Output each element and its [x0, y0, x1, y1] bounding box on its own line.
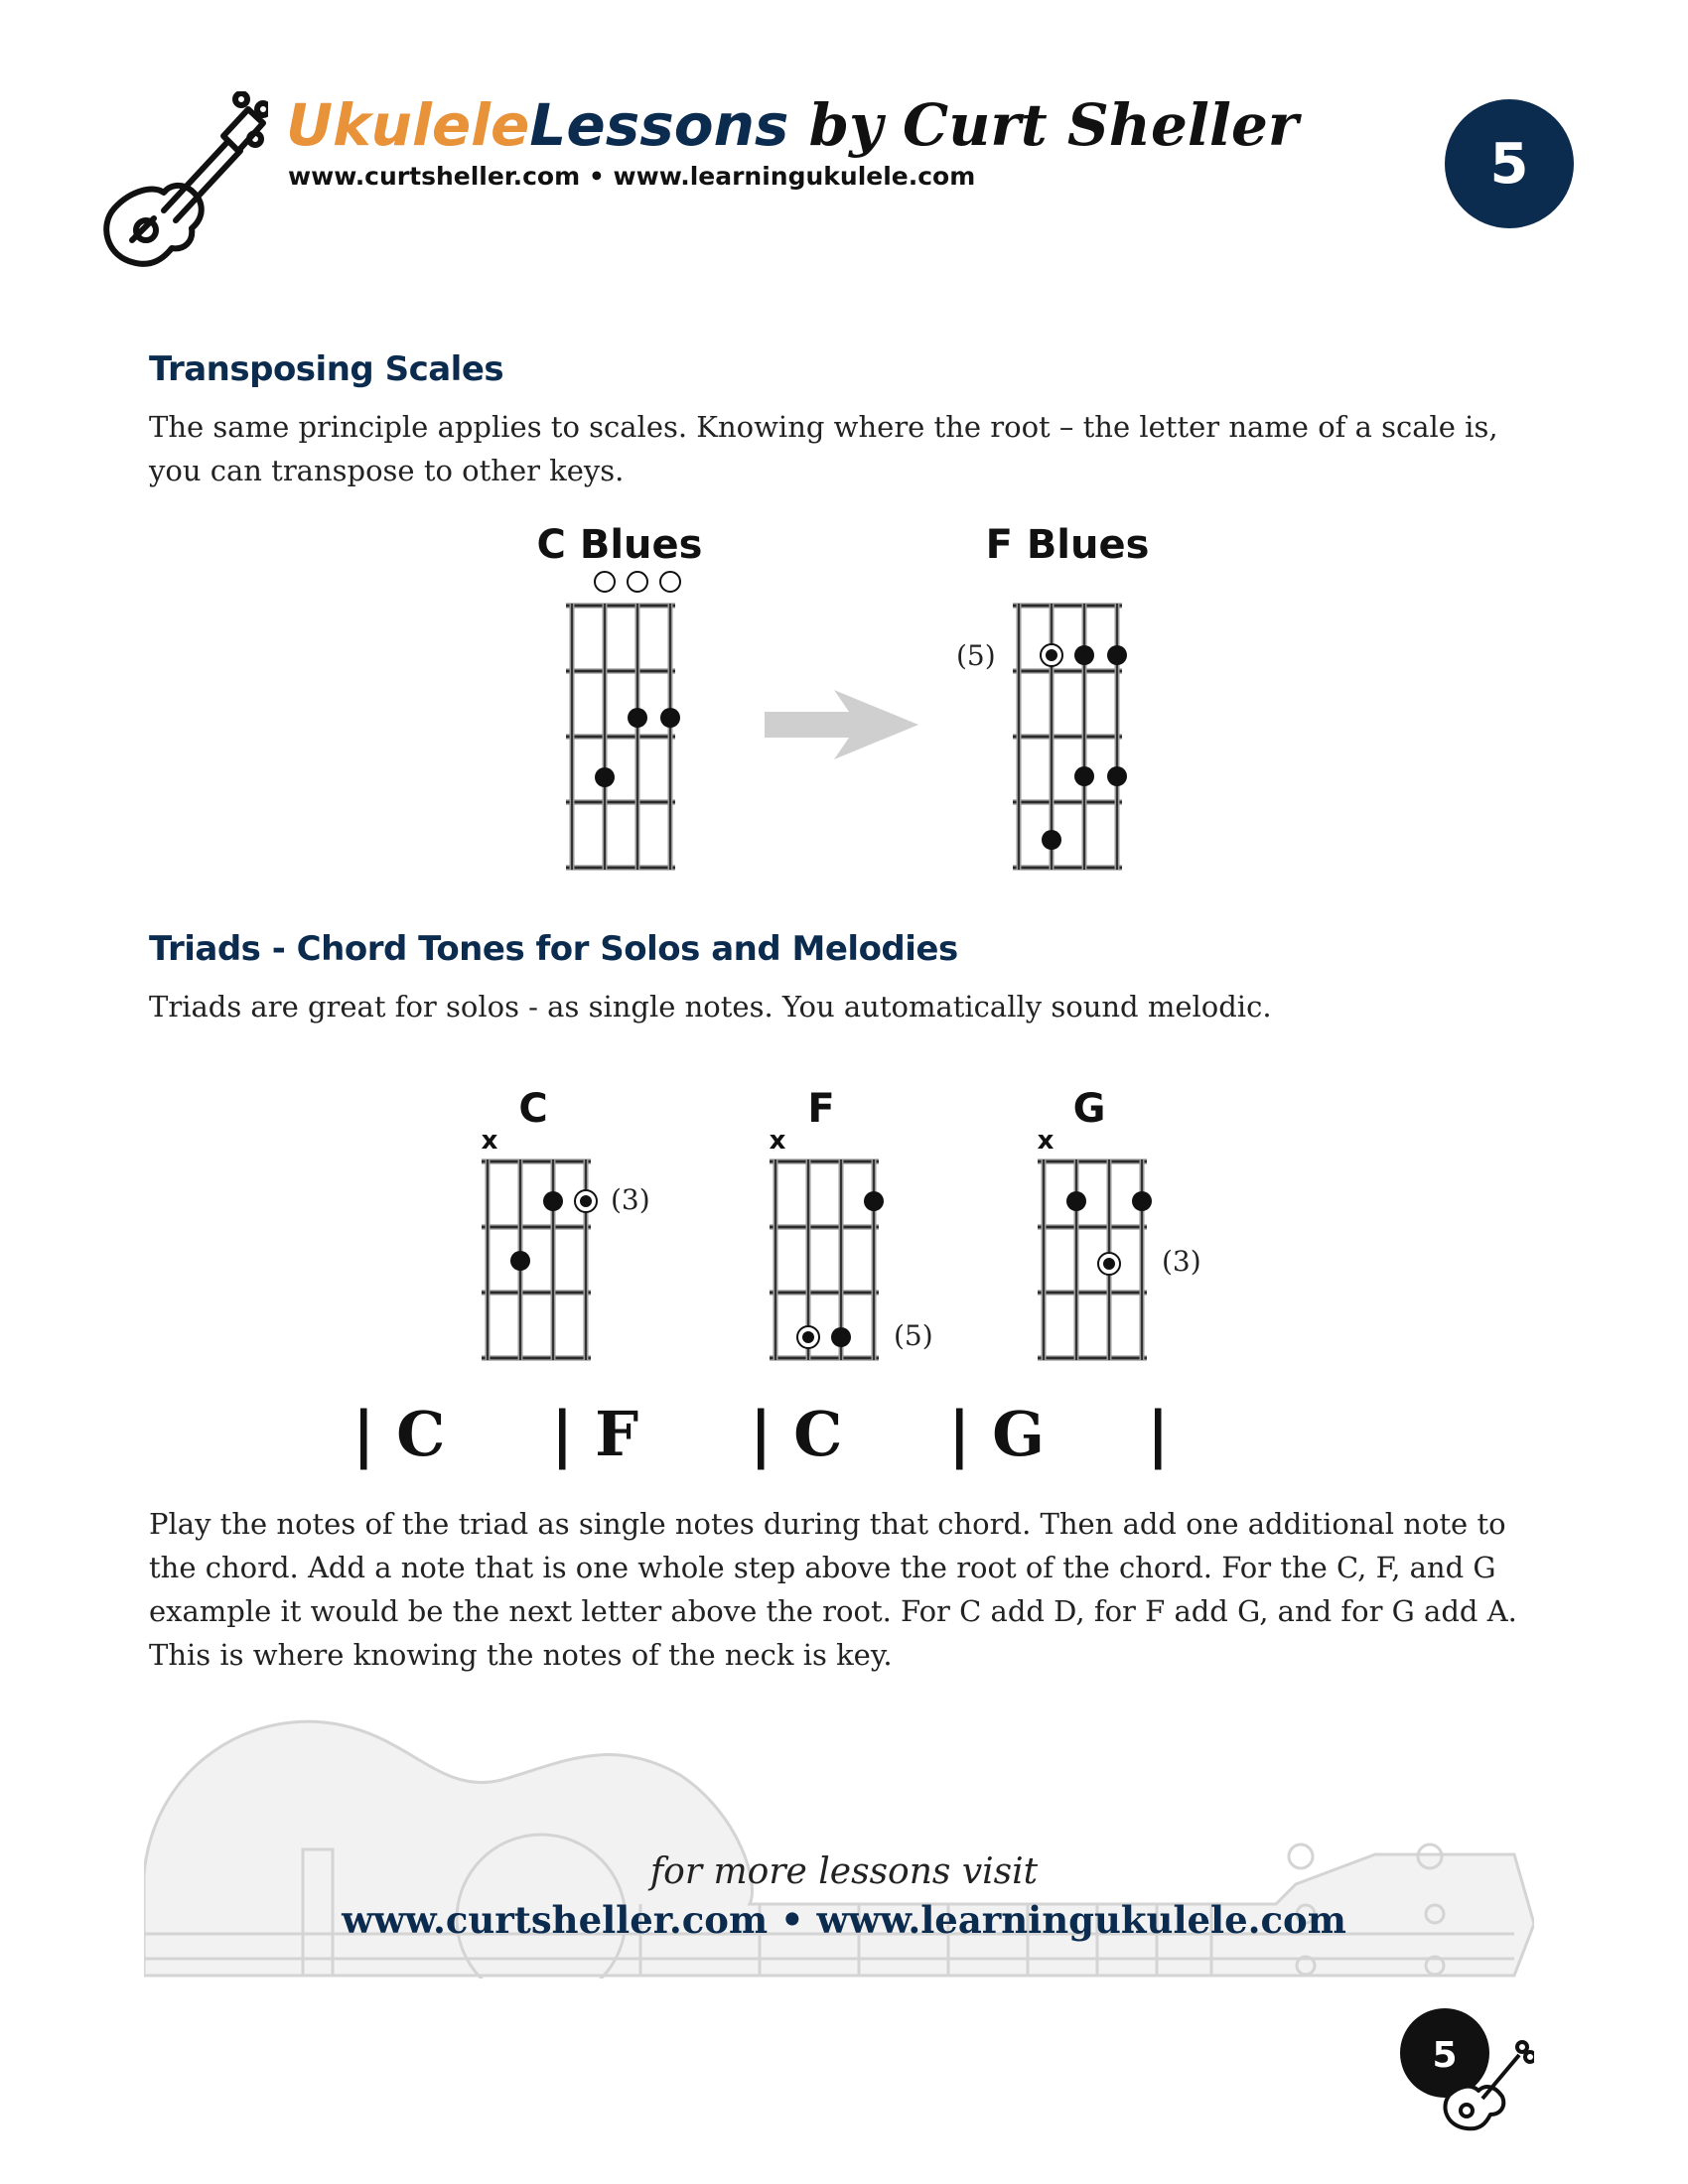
progression-bar: | C [750, 1398, 843, 1470]
section-paragraph-transposing: The same principle applies to scales. Knowing where the root – the letter name of a scale is, you can transpose to other keys. [149, 410, 1498, 487]
brand-ukulele: Ukulele [286, 91, 530, 159]
fretboard [770, 1161, 879, 1358]
fretboard [482, 1161, 591, 1358]
mute-mark: x [481, 1126, 498, 1156]
open-string-marker [660, 572, 680, 592]
section-paragraph-triad-notes: Play the notes of the triad as single notes during that chord. Then add one additional note to the chord. Add a note that is one whole step above the root of the chord. For the C, F, and G example it would be the next letter above the root. For C add D, for F add G, and for G add A. This is where knowing the notes of the neck is key. [149, 1507, 1517, 1672]
footer-visit-text: for more lessons visit [649, 1851, 1039, 1892]
note-dot [628, 708, 647, 728]
brand-byline: by Curt Sheller [788, 91, 1299, 159]
note-dot [595, 767, 615, 787]
position-label: (5) [956, 639, 996, 672]
section-heading-transposing: Transposing Scales [149, 349, 504, 389]
f-chord-title: F [807, 1086, 835, 1132]
f-blues-title: F Blues [985, 522, 1150, 568]
page-number-badge: 5 [1445, 99, 1574, 228]
c-chord-title: C [518, 1086, 548, 1132]
g-chord-title: G [1072, 1086, 1106, 1132]
note-dot [1066, 1191, 1086, 1211]
note-dot [1132, 1191, 1152, 1211]
note-dot [510, 1251, 530, 1271]
c-chord-diagram [467, 1082, 685, 1380]
section-paragraph-triads: Triads are great for solos - as single notes. You automatically sound melodic. [149, 990, 1272, 1024]
note-dot [1107, 645, 1127, 665]
footer-urls[interactable]: www.curtsheller.com • www.learningukulele.com [342, 1898, 1346, 1942]
progression-bar: | C [352, 1398, 446, 1470]
footer-page-badge [1395, 1995, 1534, 2134]
open-string-marker [595, 572, 615, 592]
note-dot [1042, 830, 1061, 850]
c-blues-diagram [536, 516, 735, 884]
note-dot [831, 1327, 851, 1347]
chord-progression [352, 1398, 1216, 1477]
position-label: (5) [894, 1319, 933, 1352]
f-blues-diagram [943, 516, 1162, 884]
open-string-marker [628, 572, 647, 592]
section-heading-triads: Triads - Chord Tones for Solos and Melodies [149, 929, 958, 969]
g-chord-diagram [1023, 1082, 1241, 1380]
ukulele-logo-icon [94, 91, 268, 275]
mute-mark: x [769, 1126, 786, 1156]
mute-mark: x [1037, 1126, 1055, 1156]
position-label: (3) [611, 1183, 650, 1216]
fretboard [1038, 1161, 1147, 1358]
right-arrow-icon [765, 690, 923, 759]
header-urls: www.curtsheller.com • www.learningukulele.com [288, 162, 976, 191]
note-dot [1074, 766, 1094, 786]
f-chord-diagram [755, 1082, 973, 1380]
progression-bar: | G [948, 1398, 1046, 1470]
note-dot [864, 1191, 884, 1211]
note-dot [1074, 645, 1094, 665]
brand-lessons: Lessons [529, 91, 789, 159]
footer-page-number: 5 [1432, 2035, 1458, 2076]
note-dot [1107, 766, 1127, 786]
brand-title [286, 91, 1298, 159]
note-dot [543, 1191, 563, 1211]
position-label: (3) [1162, 1245, 1201, 1278]
note-dot [660, 708, 680, 728]
c-blues-title: C Blues [536, 522, 703, 568]
progression-bar: | F [551, 1398, 639, 1470]
progression-bar: | [1147, 1398, 1170, 1470]
